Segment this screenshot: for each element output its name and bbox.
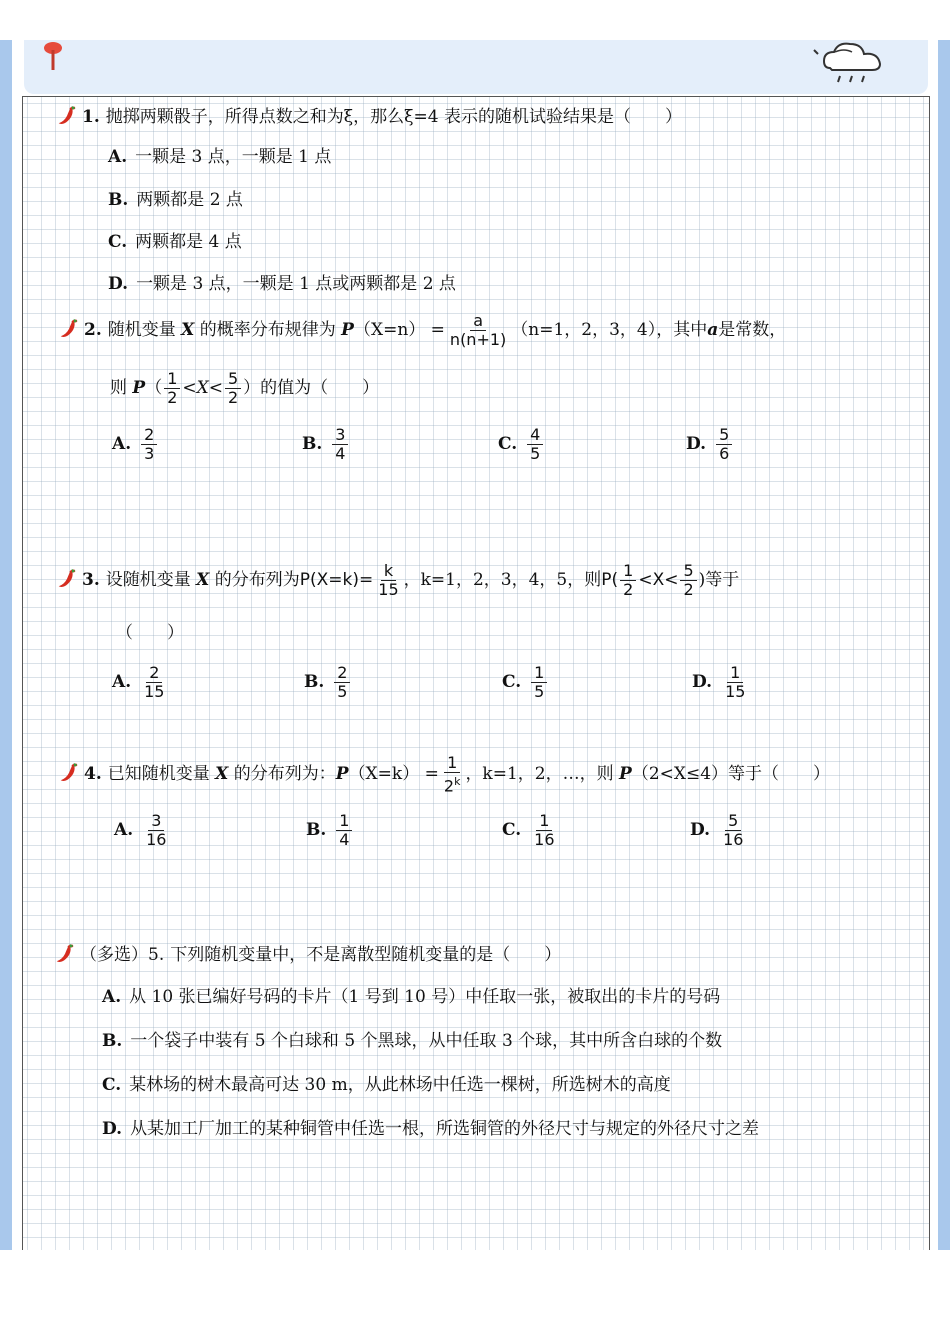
option-c (502, 664, 549, 701)
option-label: A. (112, 672, 132, 692)
option-text: 一颗是 3 点，一颗是 1 点 (135, 147, 332, 167)
question-5 (54, 942, 561, 966)
probability-expression: P( (601, 570, 619, 590)
fraction (143, 812, 169, 849)
stem-text: 的概率分布规律为 (199, 320, 336, 340)
fraction-denominator: 2 (623, 580, 634, 599)
fraction-numerator: 3 (332, 426, 348, 445)
stem-text: ）的值为（ ） (243, 378, 380, 398)
variable-x: X (196, 570, 210, 590)
fraction-denominator: 16 (723, 830, 744, 849)
answer-bracket: （ ） (116, 623, 184, 643)
fraction-denominator: 4 (335, 444, 346, 463)
stem-text: 已知随机变量 (107, 764, 210, 785)
fraction-denominator: 2 (683, 580, 694, 599)
chili-icon (58, 761, 80, 783)
p-symbol: P (619, 764, 632, 785)
fraction-numerator: 1 (164, 370, 180, 389)
question-1 (56, 104, 682, 128)
fraction (164, 370, 180, 407)
option-b (102, 1030, 722, 1052)
fraction (620, 562, 636, 599)
fraction-numerator: k (381, 562, 396, 581)
option-label: D. (108, 274, 129, 294)
question-2 (58, 312, 786, 349)
option-label: A. (114, 820, 134, 840)
option-text: 一个袋子中装有 5 个白球和 5 个黑球，从中任取 3 个球，其中所含白球的个数 (130, 1031, 723, 1051)
fraction-numerator: 1 (620, 562, 636, 581)
equals-sign: = (430, 320, 445, 340)
option-b (304, 664, 352, 701)
fraction-numerator: 1 (531, 664, 547, 683)
fraction-denominator: 15 (378, 580, 399, 599)
p-symbol: P (341, 320, 354, 340)
option-c (108, 231, 242, 253)
power-exponent: k (454, 775, 461, 788)
question-3-line-2 (116, 622, 184, 644)
chili-icon (58, 317, 80, 339)
fraction (141, 664, 167, 701)
fraction-denominator: 3 (144, 444, 155, 463)
fraction (722, 664, 748, 701)
stem-text: <X< (182, 378, 223, 398)
fraction-numerator: 5 (680, 562, 696, 581)
fraction-denominator: 2 (167, 388, 178, 407)
stem-text: （2<X≤4）等于（ ） (631, 764, 831, 785)
stem-text: （X=k） (348, 764, 420, 785)
option-label: B. (108, 190, 129, 210)
option-d (686, 426, 734, 463)
option-a (114, 812, 171, 849)
option-a (102, 986, 720, 1008)
fraction (334, 664, 350, 701)
fraction-denominator: 2 (227, 388, 239, 407)
option-label: D. (686, 434, 707, 454)
power-base: 2 (443, 776, 455, 796)
option-c (102, 1074, 671, 1096)
fraction-numerator: 5 (225, 370, 241, 389)
chili-icon (56, 567, 78, 589)
fraction (527, 426, 543, 463)
pushpin-icon (38, 40, 68, 78)
question-number: 2. (84, 320, 102, 340)
option-a (108, 146, 331, 168)
fraction-numerator: a (470, 312, 486, 331)
option-label: D. (692, 672, 713, 692)
rain-cloud-icon (810, 38, 890, 92)
variable-x: X (181, 320, 195, 340)
fraction (447, 312, 509, 349)
fraction-denominator: 16 (534, 830, 555, 849)
option-b (302, 426, 350, 463)
fraction (336, 812, 352, 849)
fraction-numerator: 5 (725, 812, 741, 831)
option-label: A. (112, 434, 132, 454)
fraction (531, 664, 547, 701)
variable-a: a (707, 320, 719, 340)
fraction (375, 562, 401, 599)
option-c (498, 426, 545, 463)
chili-icon (56, 104, 78, 126)
probability-expression: P(X=k)= (299, 570, 374, 590)
fraction-denominator: 15 (725, 682, 746, 701)
option-text: 两颗都是 2 点 (136, 190, 243, 210)
option-b (306, 812, 354, 849)
fraction-denominator: 5 (530, 444, 541, 463)
stem-text: ，k=1，2，3，4，5，则 (403, 570, 602, 590)
option-label: D. (102, 1119, 123, 1139)
option-label: C. (498, 434, 518, 454)
option-d (692, 664, 750, 701)
fraction-numerator: 1 (536, 812, 552, 831)
question-2-line-2 (110, 370, 379, 407)
variable-x: X (215, 764, 229, 785)
option-c (502, 812, 560, 849)
chili-icon (54, 942, 76, 964)
fraction-numerator: 2 (146, 664, 162, 683)
option-text: 从 10 张已编好号码的卡片（1 号到 10 号）中任取一张，被取出的卡片的号码 (129, 987, 721, 1007)
stem-text: )等于 (698, 570, 740, 590)
fraction (332, 426, 348, 463)
option-d (102, 1118, 759, 1140)
fraction-denominator: 5 (534, 682, 545, 701)
stem-text: ，k=1，2，…，则 (465, 764, 614, 785)
option-text: 两颗都是 4 点 (135, 232, 242, 252)
fraction (225, 370, 241, 407)
stem-text: <X< (638, 570, 679, 590)
stem-text: （n=1，2，3，4），其中 (511, 320, 708, 340)
option-label: B. (306, 820, 327, 840)
fraction-numerator: 1 (444, 754, 460, 773)
fraction-denominator: 16 (146, 830, 167, 849)
left-border-bar (0, 40, 12, 1250)
option-label: C. (502, 672, 522, 692)
question-3 (56, 562, 739, 599)
option-label: B. (302, 434, 323, 454)
fraction-numerator: 2 (334, 664, 350, 683)
option-label: C. (102, 1075, 122, 1095)
right-border-bar (938, 40, 950, 1250)
fraction (716, 426, 732, 463)
fraction-denominator: 4 (339, 830, 350, 849)
fraction (141, 426, 157, 463)
option-d (690, 812, 748, 849)
stem-text: （ (145, 378, 163, 398)
option-label: D. (690, 820, 711, 840)
stem-text: 设随机变量 (105, 570, 191, 590)
fraction-numerator: 5 (716, 426, 732, 445)
fraction-denominator: 6 (719, 444, 730, 463)
p-symbol: P (132, 378, 146, 398)
fraction-numerator: 1 (727, 664, 743, 683)
fraction-numerator: 3 (148, 812, 164, 831)
fraction-denominator: n(n+1) (449, 330, 507, 349)
question-number: （多选）5. (80, 945, 165, 965)
question-4 (58, 754, 830, 795)
option-text: 某林场的树木最高可达 30 m，从此林场中任选一棵树，所选树木的高度 (129, 1075, 671, 1095)
fraction-numerator: 4 (527, 426, 543, 445)
stem-text: 随机变量 (107, 320, 176, 340)
question-number: 4. (84, 764, 102, 785)
option-label: A. (102, 987, 122, 1007)
fraction-numerator: 1 (336, 812, 352, 831)
option-a (112, 664, 169, 701)
option-label: C. (502, 820, 522, 840)
stem-text: 的分布列为 (214, 570, 300, 590)
option-text: 从某加工厂加工的某种铜管中任选一根，所选铜管的外径尺寸与规定的外径尺寸之差 (130, 1119, 760, 1139)
fraction (441, 754, 464, 795)
stem-text: 是常数， (718, 320, 787, 340)
option-label: C. (108, 232, 128, 252)
option-d (108, 273, 456, 295)
fraction (680, 562, 696, 599)
fraction-numerator: 2 (141, 426, 157, 445)
header-band (24, 40, 928, 94)
stem-text: （X=n） (353, 320, 426, 340)
fraction-denominator: 15 (144, 682, 165, 701)
fraction (531, 812, 557, 849)
question-number: 1. (82, 107, 100, 127)
equals-sign: = (424, 764, 439, 785)
option-b (108, 189, 243, 211)
option-text: 一颗是 3 点，一颗是 1 点或两颗都是 2 点 (136, 274, 456, 294)
stem-text: 的分布列为： (233, 764, 336, 785)
question-stem: 下列随机变量中，不是离散型随机变量的是（ ） (170, 945, 562, 965)
fraction (720, 812, 746, 849)
question-number: 3. (82, 570, 100, 590)
option-label: B. (102, 1031, 123, 1051)
stem-text: 则 (110, 378, 127, 398)
question-stem: 抛掷两颗骰子，所得点数之和为ξ，那么ξ=4 表示的随机试验结果是（ ） (105, 107, 682, 127)
option-label: B. (304, 672, 325, 692)
p-symbol: P (335, 764, 349, 785)
option-a (112, 426, 159, 463)
fraction-denominator (441, 773, 464, 795)
fraction-denominator: 5 (337, 682, 348, 701)
option-label: A. (108, 147, 128, 167)
